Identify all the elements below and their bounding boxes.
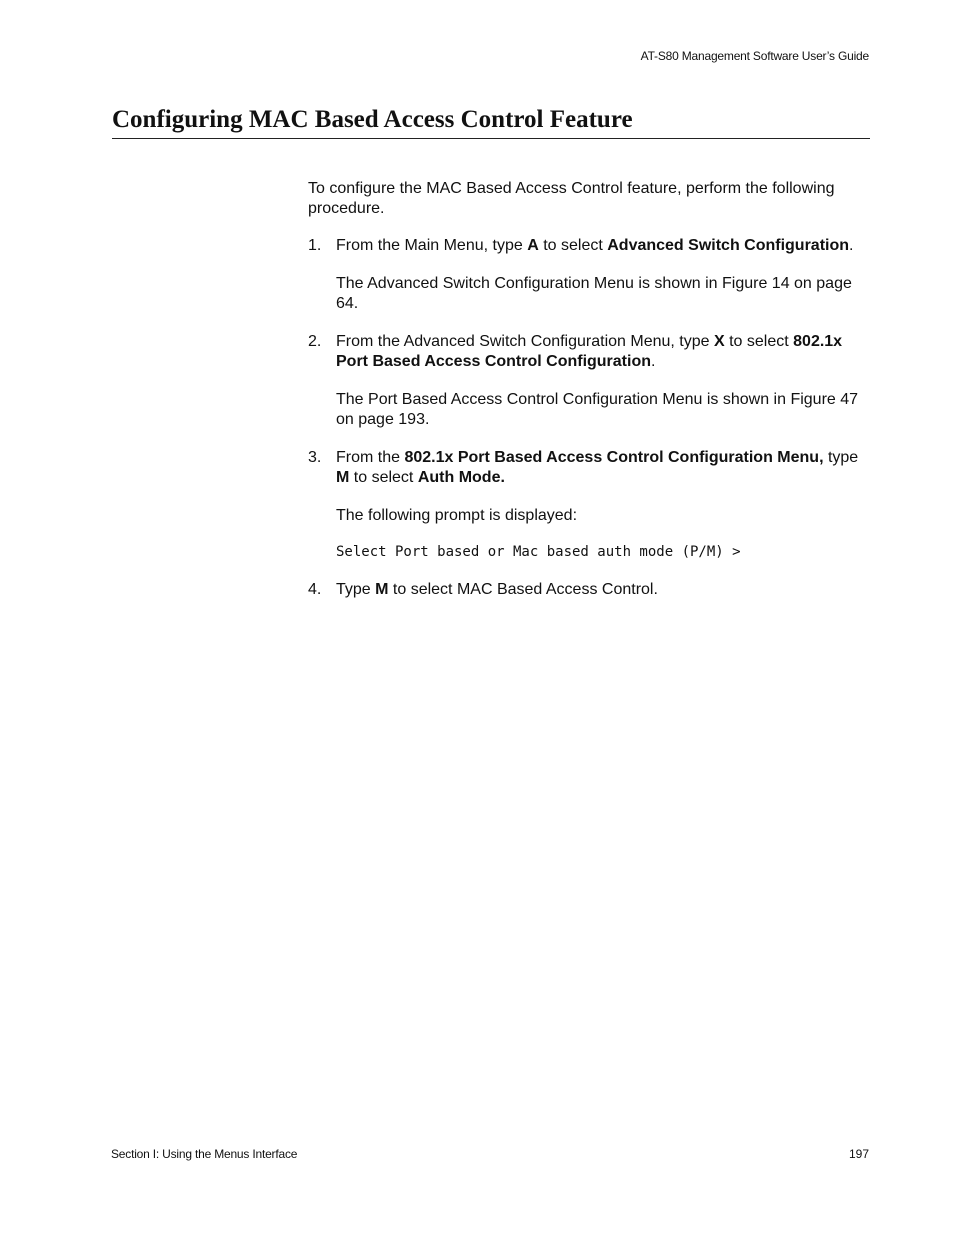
- step-text: [336, 580, 873, 600]
- footer-section: Section I: Using the Menus Interface: [111, 1147, 298, 1161]
- step-text-part: to select: [724, 333, 794, 350]
- step-text-part: .: [651, 353, 656, 370]
- step-text-part: type: [823, 449, 859, 466]
- step-text: [336, 332, 873, 372]
- step-note: The Port Based Access Control Configuration Menu is shown in Figure 47 on page 193.: [336, 391, 859, 428]
- step-text-part: .: [849, 237, 854, 254]
- step-number: 1.: [308, 237, 322, 254]
- step-text-part: Type: [336, 581, 376, 598]
- step-note: The following prompt is displayed:: [336, 507, 578, 524]
- step-number: 3.: [308, 449, 322, 466]
- step-text-part: From the Main Menu, type: [336, 237, 528, 254]
- menu-key: M: [336, 469, 350, 486]
- step-number: 4.: [308, 581, 322, 598]
- step-text-part: to select: [349, 469, 418, 486]
- menu-key: A: [527, 237, 539, 254]
- menu-key: X: [713, 333, 725, 350]
- step-text-part: From the Advanced Switch Configuration Menu, type: [336, 333, 714, 350]
- prompt-code: Select Port based or Mac based auth mode (P/M) >: [336, 544, 741, 560]
- step-2: [308, 332, 873, 430]
- menu-option: 802.1x Port Based Access Control Configuration: [336, 333, 843, 370]
- page-number: 197: [848, 1147, 869, 1161]
- step-text: [336, 236, 873, 256]
- procedure-body: [308, 179, 873, 618]
- step-1: [308, 236, 873, 314]
- step-3: [308, 448, 873, 562]
- step-text-part: to select: [538, 237, 608, 254]
- step-note: The Advanced Switch Configuration Menu is shown in Figure 14 on page 64.: [336, 275, 852, 312]
- page-title: Configuring MAC Based Access Control Feature: [112, 106, 870, 139]
- step-number: 2.: [308, 333, 322, 350]
- intro-paragraph: To configure the MAC Based Access Control feature, perform the following procedure.: [308, 180, 835, 217]
- menu-option: Auth Mode.: [417, 469, 505, 486]
- running-header: AT-S80 Management Software User’s Guide: [640, 49, 869, 63]
- step-text-part: From the: [336, 449, 405, 466]
- menu-key: M: [375, 581, 389, 598]
- step-text-part: to select MAC Based Access Control.: [388, 581, 658, 598]
- menu-option: 802.1x Port Based Access Control Configuration Menu,: [404, 449, 824, 466]
- step-4: [308, 580, 873, 600]
- menu-option: Advanced Switch Configuration: [607, 237, 850, 254]
- step-text: [336, 448, 873, 488]
